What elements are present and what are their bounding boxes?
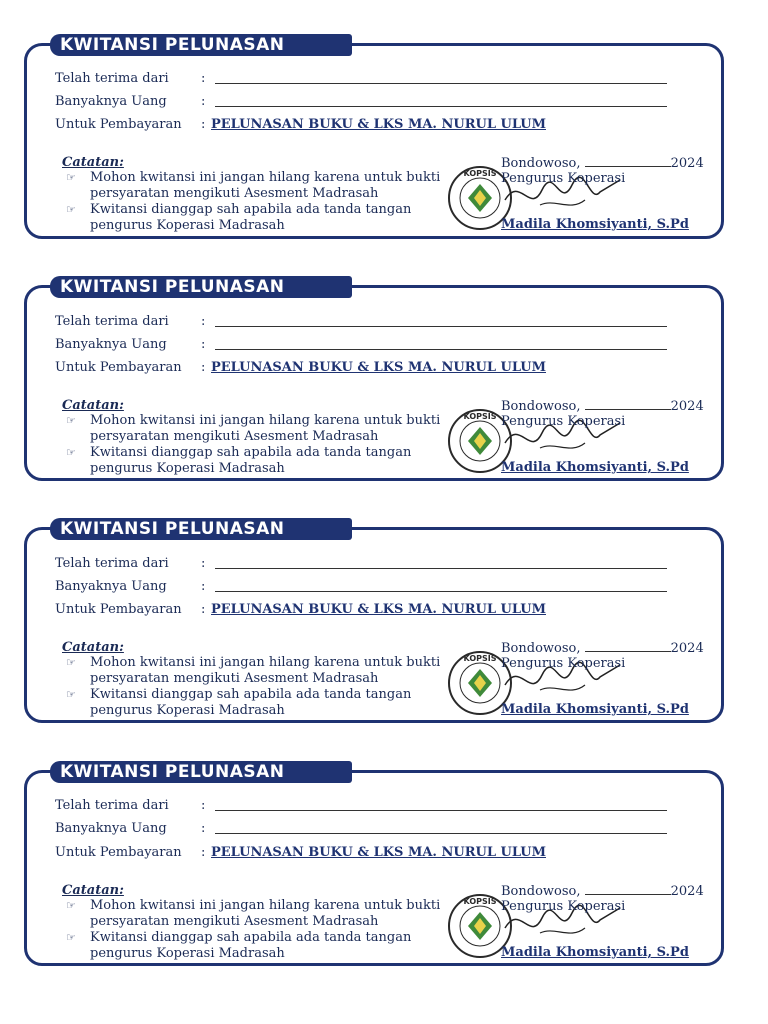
note-line: Kwitansi dianggap sah apabila ada tanda tangan [90,930,412,945]
received-from-row [55,71,201,87]
signing-place-date [501,884,704,900]
receipt-card [0,34,768,246]
notes-title: Catatan: [62,398,124,413]
note-line: persyaratan mengikuti Asesment Madrasah [90,429,379,444]
note-line: pengurus Koperasi Madrasah [90,218,285,233]
receipt-card [0,761,768,973]
date-blank[interactable] [585,156,671,167]
payment-for-row [55,360,201,376]
amount-blank[interactable] [215,349,667,350]
note-item [66,655,456,687]
receipt-title: KWITANSI PELUNASAN [50,276,352,298]
note-line: Mohon kwitansi ini jangan hilang karena untuk bukti [90,898,441,913]
signing-place-date [501,641,704,657]
pointing-hand-icon: ☞ [66,688,76,701]
colon: : [201,845,206,860]
received-from-row [55,798,201,814]
svg-text:KOPSIS: KOPSIS [463,412,497,421]
note-line: Mohon kwitansi ini jangan hilang karena untuk bukti [90,655,441,670]
receipt-title: KWITANSI PELUNASAN [50,518,352,540]
received-from-blank[interactable] [215,83,667,84]
note-line: pengurus Koperasi Madrasah [90,703,285,718]
sign-city: Bondowoso, [501,399,581,414]
receipt-card [0,518,768,730]
note-line: persyaratan mengikuti Asesment Madrasah [90,671,379,686]
payment-for-row [55,602,201,618]
sign-year: 2024 [670,399,704,414]
note-line: pengurus Koperasi Madrasah [90,946,285,961]
sign-city: Bondowoso, [501,641,581,656]
pointing-hand-icon: ☞ [66,931,76,944]
sign-role: Pengurus Koperasi [501,171,626,186]
sign-role: Pengurus Koperasi [501,656,626,671]
signing-place-date [501,399,704,415]
colon: : [201,602,206,617]
received-from-row [55,556,201,572]
colon: : [201,94,206,109]
note-item [66,687,456,719]
received-from-blank[interactable] [215,568,667,569]
amount-row [55,821,201,837]
note-line: Kwitansi dianggap sah apabila ada tanda tangan [90,687,412,702]
amount-label: Banyaknya Uang [55,337,167,352]
amount-row [55,94,201,110]
colon: : [201,821,206,836]
sign-role: Pengurus Koperasi [501,899,626,914]
payment-for-row [55,117,201,133]
pointing-hand-icon: ☞ [66,446,76,459]
pointing-hand-icon: ☞ [66,899,76,912]
note-line: Mohon kwitansi ini jangan hilang karena untuk bukti [90,170,441,185]
payment-for-row [55,845,201,861]
amount-row [55,337,201,353]
received-from-label: Telah terima dari [55,798,169,813]
sign-name: Madila Khomsiyanti, S.Pd [501,945,689,960]
pointing-hand-icon: ☞ [66,656,76,669]
sign-role: Pengurus Koperasi [501,414,626,429]
sign-name: Madila Khomsiyanti, S.Pd [501,460,689,475]
amount-blank[interactable] [215,591,667,592]
received-from-label: Telah terima dari [55,556,169,571]
sign-year: 2024 [670,641,704,656]
note-line: persyaratan mengikuti Asesment Madrasah [90,914,379,929]
note-item [66,898,456,930]
received-from-label: Telah terima dari [55,71,169,86]
payment-for-label: Untuk Pembayaran [55,117,182,132]
svg-text:KOPSIS: KOPSIS [463,897,497,906]
payment-for-label: Untuk Pembayaran [55,602,182,617]
colon: : [201,337,206,352]
sign-year: 2024 [670,884,704,899]
note-line: pengurus Koperasi Madrasah [90,461,285,476]
note-item [66,930,456,962]
payment-for-value: PELUNASAN BUKU & LKS MA. NURUL ULUM [211,845,546,860]
note-line: Kwitansi dianggap sah apabila ada tanda tangan [90,202,412,217]
colon: : [201,798,206,813]
colon: : [201,314,206,329]
notes-title: Catatan: [62,883,124,898]
amount-row [55,579,201,595]
date-blank[interactable] [585,399,671,410]
pointing-hand-icon: ☞ [66,414,76,427]
date-blank[interactable] [585,884,671,895]
note-item [66,170,456,202]
received-from-blank[interactable] [215,326,667,327]
notes-title: Catatan: [62,155,124,170]
notes-title: Catatan: [62,640,124,655]
receipt-title: KWITANSI PELUNASAN [50,761,352,783]
colon: : [201,360,206,375]
sign-city: Bondowoso, [501,156,581,171]
colon: : [201,117,206,132]
receipt-title: KWITANSI PELUNASAN [50,34,352,56]
payment-for-value: PELUNASAN BUKU & LKS MA. NURUL ULUM [211,602,546,617]
svg-text:KOPSIS: KOPSIS [463,654,497,663]
colon: : [201,556,206,571]
amount-label: Banyaknya Uang [55,579,167,594]
received-from-label: Telah terima dari [55,314,169,329]
note-line: Kwitansi dianggap sah apabila ada tanda tangan [90,445,412,460]
date-blank[interactable] [585,641,671,652]
received-from-row [55,314,201,330]
payment-for-label: Untuk Pembayaran [55,845,182,860]
amount-label: Banyaknya Uang [55,94,167,109]
pointing-hand-icon: ☞ [66,171,76,184]
sign-city: Bondowoso, [501,884,581,899]
amount-blank[interactable] [215,106,667,107]
colon: : [201,579,206,594]
note-line: persyaratan mengikuti Asesment Madrasah [90,186,379,201]
pointing-hand-icon: ☞ [66,203,76,216]
payment-for-value: PELUNASAN BUKU & LKS MA. NURUL ULUM [211,117,546,132]
colon: : [201,71,206,86]
amount-label: Banyaknya Uang [55,821,167,836]
amount-blank[interactable] [215,833,667,834]
note-item [66,445,456,477]
sign-name: Madila Khomsiyanti, S.Pd [501,217,689,232]
signing-place-date [501,156,704,172]
svg-text:KOPSIS: KOPSIS [463,169,497,178]
receipt-card [0,276,768,488]
note-line: Mohon kwitansi ini jangan hilang karena untuk bukti [90,413,441,428]
sign-year: 2024 [670,156,704,171]
payment-for-value: PELUNASAN BUKU & LKS MA. NURUL ULUM [211,360,546,375]
note-item [66,202,456,234]
note-item [66,413,456,445]
received-from-blank[interactable] [215,810,667,811]
sign-name: Madila Khomsiyanti, S.Pd [501,702,689,717]
payment-for-label: Untuk Pembayaran [55,360,182,375]
